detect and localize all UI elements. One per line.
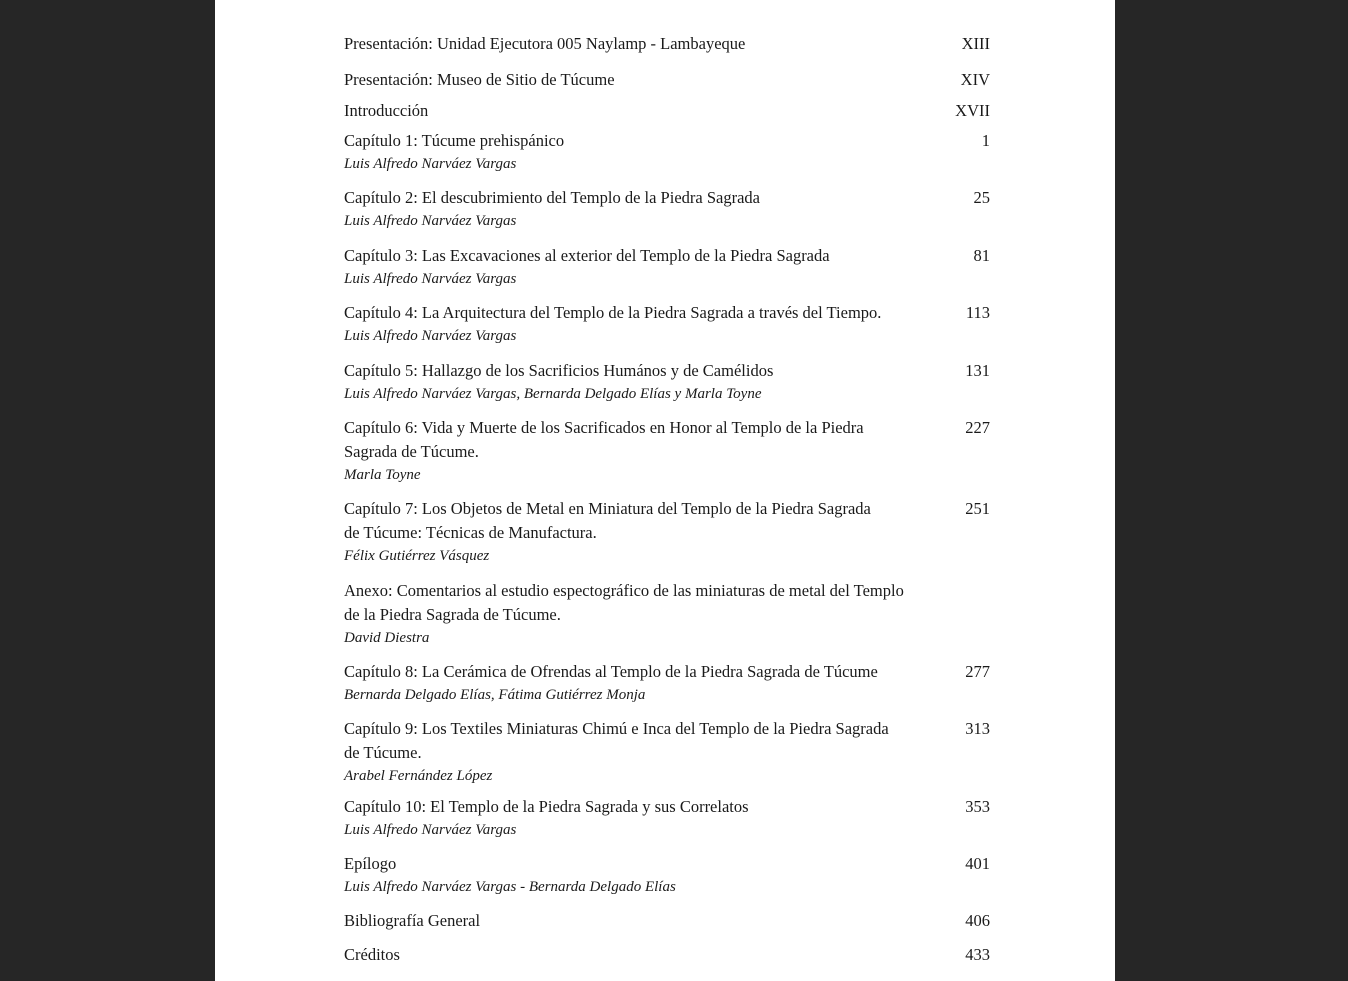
toc-entry-author: David Diestra <box>344 630 430 646</box>
toc-entry-page: XIII <box>961 34 990 53</box>
toc-entry-author: Luis Alfredo Narváez Vargas <box>344 328 517 344</box>
document-page <box>215 0 1115 981</box>
toc-entry-page: 227 <box>965 418 990 437</box>
toc-entry-title: Créditos <box>344 945 400 964</box>
toc-entry-page: 131 <box>965 361 990 380</box>
toc-entry-author: Félix Gutiérrez Vásquez <box>344 548 490 564</box>
toc-entry-title: Presentación: Museo de Sitio de Túcume <box>344 70 615 89</box>
toc-entry[interactable] <box>344 579 989 649</box>
toc-entry-author: Luis Alfredo Narváez Vargas, Bernarda Delgado Elías y Marla Toyne <box>344 386 762 402</box>
toc-entry-page: 433 <box>965 945 990 964</box>
toc-entry-page: XVII <box>955 101 990 120</box>
toc-entry-author: Arabel Fernández López <box>344 768 493 784</box>
toc-entry-title: Capítulo 8: La Cerámica de Ofrendas al Templo de la Piedra Sagrada de Túcume <box>344 662 878 681</box>
toc-entry-title: Introducción <box>344 101 429 120</box>
toc-entry-page: XIV <box>960 70 990 89</box>
toc-entry-page: 277 <box>965 662 990 681</box>
toc-entry-title: Epílogo <box>344 854 397 873</box>
toc-entry-author: Luis Alfredo Narváez Vargas <box>344 822 517 838</box>
toc-entry-page: 25 <box>973 188 990 207</box>
toc-entry-title: Capítulo 10: El Templo de la Piedra Sagrada y sus Correlatos <box>344 797 749 816</box>
toc-entry-page: 406 <box>965 911 990 930</box>
toc-entry-page: 81 <box>973 246 990 265</box>
toc-entry-author: Luis Alfredo Narváez Vargas <box>344 156 517 172</box>
toc-entry-page: 1 <box>981 131 990 150</box>
toc-entry-page: 113 <box>965 303 990 322</box>
toc-entry-title: Anexo: Comentarios al estudio espectográfico de las miniaturas de metal del Templo de la Piedra Sagrada de Túcume. <box>344 581 904 624</box>
toc-entry-title: Presentación: Unidad Ejecutora 005 Naylamp - Lambayeque <box>344 34 746 53</box>
toc-entry-author: Luis Alfredo Narváez Vargas <box>344 213 517 229</box>
toc-entry-title: Capítulo 4: La Arquitectura del Templo de la Piedra Sagrada a través del Tiempo. <box>344 303 882 322</box>
toc-entry-title: Capítulo 5: Hallazgo de los Sacrificios Humános y de Camélidos <box>344 361 774 380</box>
toc-entry-page: 401 <box>965 854 990 873</box>
toc-entry-page: 313 <box>965 719 990 738</box>
toc-entry-author: Luis Alfredo Narváez Vargas - Bernarda Delgado Elías <box>344 879 676 895</box>
toc-entry-author: Luis Alfredo Narváez Vargas <box>344 271 517 287</box>
table-of-contents <box>215 0 1115 981</box>
toc-entry-title: Capítulo 9: Los Textiles Miniaturas Chimú e Inca del Templo de la Piedra Sagrada de Túcume. <box>344 719 889 762</box>
toc-entry-author: Marla Toyne <box>344 467 421 483</box>
toc-entry-title: Capítulo 7: Los Objetos de Metal en Miniatura del Templo de la Piedra Sagrada de Túcume: Técnicas de Manufactura. <box>344 499 871 542</box>
toc-entry-title: Capítulo 2: El descubrimiento del Templo de la Piedra Sagrada <box>344 188 760 207</box>
toc-entry-title: Capítulo 6: Vida y Muerte de los Sacrificados en Honor al Templo de la Piedra Sagrada de Túcume. <box>344 418 864 461</box>
toc-entry-page: 251 <box>965 499 990 518</box>
toc-entry-title: Capítulo 3: Las Excavaciones al exterior del Templo de la Piedra Sagrada <box>344 246 830 265</box>
toc-entry-title: Bibliografía General <box>344 911 481 930</box>
toc-entry-author: Bernarda Delgado Elías, Fátima Gutiérrez Monja <box>344 687 646 703</box>
toc-entry-title: Capítulo 1: Túcume prehispánico <box>344 131 565 150</box>
toc-entry-page: 353 <box>965 797 990 816</box>
